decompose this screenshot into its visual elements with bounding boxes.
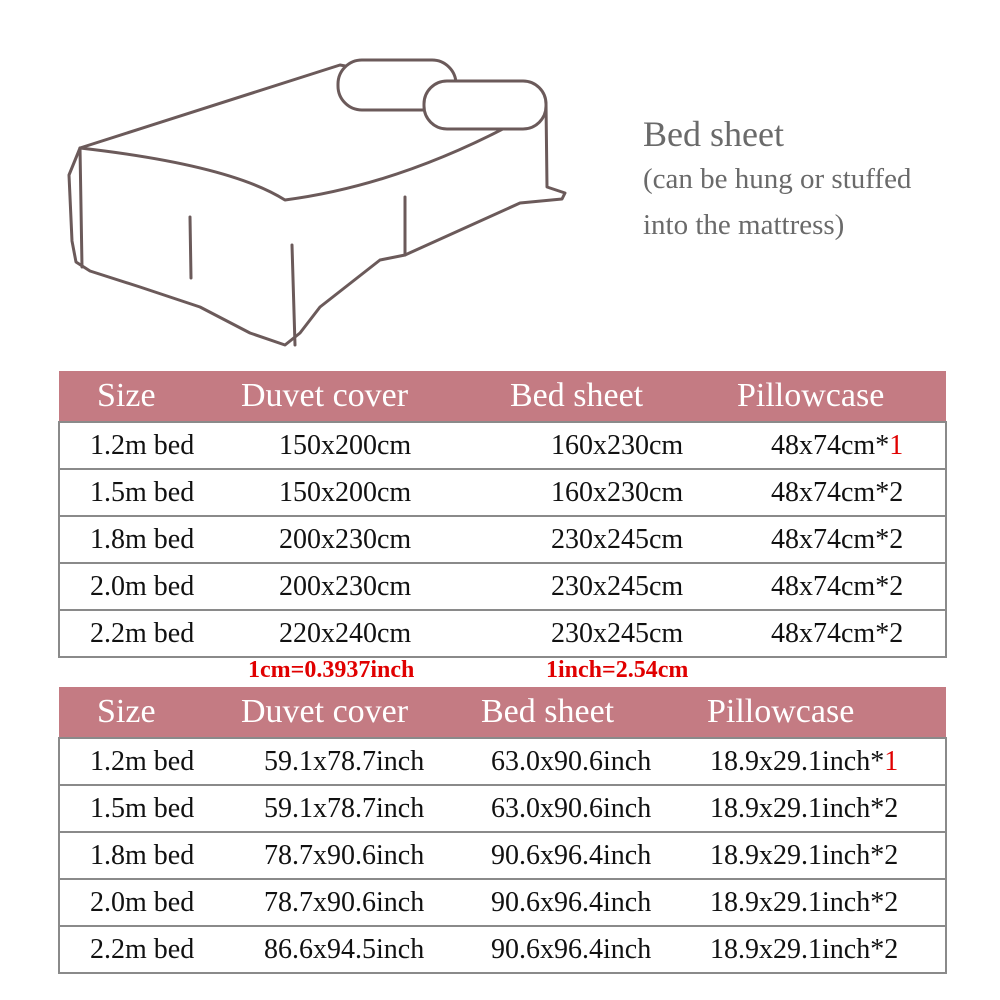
pillowcase-size: 18.9x29.1inch* xyxy=(710,933,885,965)
duvet-cover-cell: 59.1x78.7inch xyxy=(241,738,481,785)
pillowcase-quantity: 2 xyxy=(884,839,899,871)
table-row xyxy=(59,516,946,563)
table-header-row xyxy=(59,371,946,422)
size-cell: 1.5m bed xyxy=(59,785,241,832)
pillowcase-cell xyxy=(737,469,946,516)
bed-sheet-cell: 230x245cm xyxy=(510,516,737,563)
pillowcase-size: 18.9x29.1inch* xyxy=(710,745,885,777)
table-row xyxy=(59,469,946,516)
pillowcase-size: 18.9x29.1inch* xyxy=(710,886,885,918)
pillowcase-quantity: 2 xyxy=(884,933,899,965)
table-row xyxy=(59,785,946,832)
bed-sheet-cell: 63.0x90.6inch xyxy=(481,785,707,832)
size-table-inch xyxy=(58,687,947,974)
size-cell: 1.2m bed xyxy=(59,422,241,469)
size-cell: 1.5m bed xyxy=(59,469,241,516)
table-row xyxy=(59,610,946,657)
pillowcase-cell xyxy=(707,926,946,973)
pillowcase-quantity: 2 xyxy=(884,792,899,824)
bed-sheet-cell: 230x245cm xyxy=(510,610,737,657)
pillowcase-size: 18.9x29.1inch* xyxy=(710,839,885,871)
table-header-row xyxy=(59,687,946,738)
duvet-cover-cell: 220x240cm xyxy=(241,610,510,657)
size-table-cm xyxy=(58,371,947,658)
pillowcase-quantity: 1 xyxy=(889,429,904,461)
table-row xyxy=(59,879,946,926)
size-cell: 2.2m bed xyxy=(59,610,241,657)
header-pillowcase: Pillowcase xyxy=(707,687,946,738)
size-cell: 2.0m bed xyxy=(59,879,241,926)
table-row xyxy=(59,563,946,610)
pillowcase-quantity: 2 xyxy=(889,476,904,508)
table-row xyxy=(59,422,946,469)
pillowcase-quantity: 2 xyxy=(889,523,904,555)
pillowcase-size: 48x74cm* xyxy=(771,570,890,602)
header-size: Size xyxy=(59,687,241,738)
header-duvet-cover: Duvet cover xyxy=(241,687,481,738)
pillowcase-quantity: 1 xyxy=(884,745,899,777)
duvet-cover-cell: 150x200cm xyxy=(241,469,510,516)
pillowcase-quantity: 2 xyxy=(889,570,904,602)
size-cell: 2.2m bed xyxy=(59,926,241,973)
pillowcase-cell xyxy=(737,516,946,563)
bed-sheet-cell: 90.6x96.4inch xyxy=(481,832,707,879)
pillowcase-quantity: 2 xyxy=(884,886,899,918)
pillowcase-size: 48x74cm* xyxy=(771,617,890,649)
caption-title: Bed sheet xyxy=(643,114,784,154)
pillowcase-size: 18.9x29.1inch* xyxy=(710,792,885,824)
duvet-cover-cell: 59.1x78.7inch xyxy=(241,785,481,832)
duvet-cover-cell: 78.7x90.6inch xyxy=(241,879,481,926)
duvet-cover-cell: 200x230cm xyxy=(241,516,510,563)
duvet-cover-cell: 78.7x90.6inch xyxy=(241,832,481,879)
bed-sheet-cell: 230x245cm xyxy=(510,563,737,610)
table-row xyxy=(59,926,946,973)
size-cell: 2.0m bed xyxy=(59,563,241,610)
duvet-cover-cell: 86.6x94.5inch xyxy=(241,926,481,973)
duvet-cover-cell: 150x200cm xyxy=(241,422,510,469)
pillowcase-cell xyxy=(707,785,946,832)
caption-line-2: into the mattress) xyxy=(643,209,845,241)
pillowcase-cell xyxy=(707,879,946,926)
table-row xyxy=(59,738,946,785)
pillowcase-cell xyxy=(707,832,946,879)
size-cell: 1.2m bed xyxy=(59,738,241,785)
header-size: Size xyxy=(59,371,241,422)
duvet-cover-cell: 200x230cm xyxy=(241,563,510,610)
bed-sheet-cell: 160x230cm xyxy=(510,469,737,516)
pillowcase-quantity: 2 xyxy=(889,617,904,649)
header-bed-sheet: Bed sheet xyxy=(510,371,737,422)
pillowcase-size: 48x74cm* xyxy=(771,476,890,508)
bed-sheet-cell: 63.0x90.6inch xyxy=(481,738,707,785)
pillowcase-cell xyxy=(737,422,946,469)
bed-sheet-illustration xyxy=(50,45,590,365)
header-pillowcase: Pillowcase xyxy=(737,371,946,422)
pillowcase-size: 48x74cm* xyxy=(771,523,890,555)
pillowcase-cell xyxy=(737,563,946,610)
conversion-cm-to-inch: 1cm=0.3937inch xyxy=(248,657,415,683)
size-cell: 1.8m bed xyxy=(59,832,241,879)
pillowcase-size: 48x74cm* xyxy=(771,429,890,461)
header-duvet-cover: Duvet cover xyxy=(241,371,510,422)
header-bed-sheet: Bed sheet xyxy=(481,687,707,738)
bed-sheet-cell: 90.6x96.4inch xyxy=(481,926,707,973)
table-row xyxy=(59,832,946,879)
size-cell: 1.8m bed xyxy=(59,516,241,563)
conversion-inch-to-cm: 1inch=2.54cm xyxy=(546,657,689,683)
caption-line-1: (can be hung or stuffed xyxy=(643,163,912,195)
pillowcase-cell xyxy=(707,738,946,785)
bed-sheet-cell: 90.6x96.4inch xyxy=(481,879,707,926)
pillowcase-cell xyxy=(737,610,946,657)
illustration-caption xyxy=(643,112,911,248)
bed-sheet-cell: 160x230cm xyxy=(510,422,737,469)
